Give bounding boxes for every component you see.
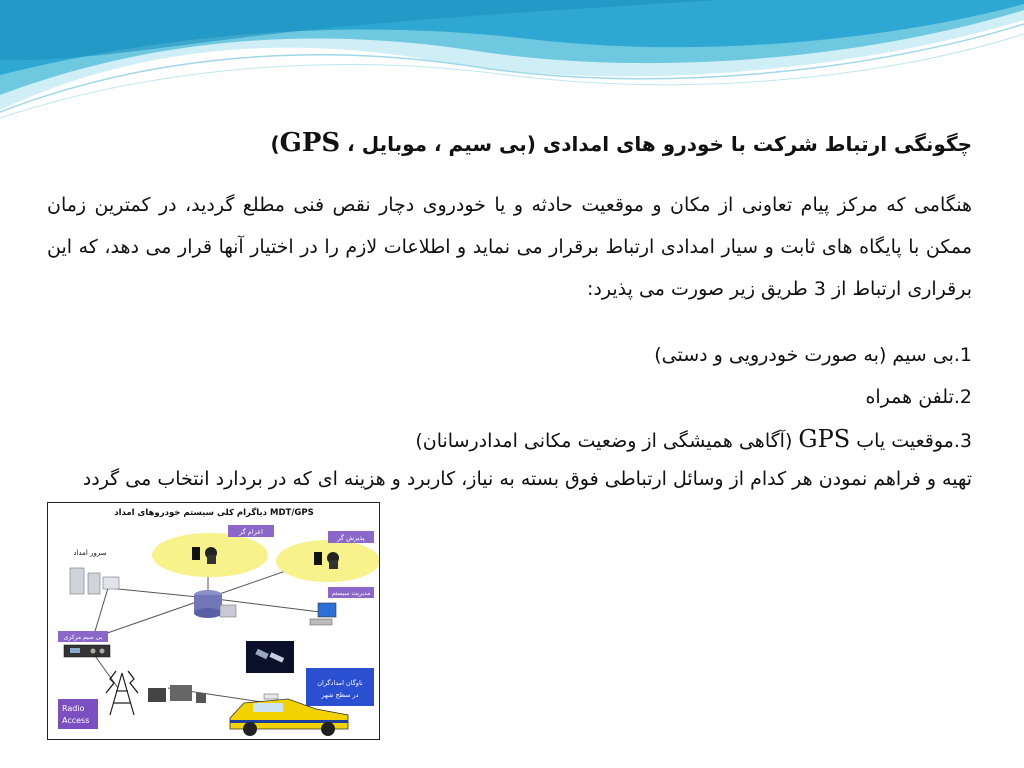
diagram-header: دیاگرام کلی سیستم خودروهای امداد MDT/GPS bbox=[114, 508, 314, 518]
list-item-gps-label: GPS bbox=[798, 425, 851, 453]
label-radio-access-line2: Access bbox=[62, 716, 90, 725]
computer-icon bbox=[310, 603, 336, 625]
server-icon bbox=[70, 568, 119, 594]
list-item-gps bbox=[47, 418, 972, 460]
intro-paragraph: هنگامی که مرکز پیام تعاونی از مکان و موقعیت حادثه و یا خودروی دچار نقص فنی مطلع گردید، در کمترین زمان ممکن با پایگاه های ثابت و سیار امدادی ارتباط برقرار می نماید و اطلاعات لازم را در اختیار آنها قرار می دهد، که این برقراری ارتباط از 3 طریق زیر صورت می پذیرد: bbox=[47, 194, 972, 300]
label-server: سرور امداد bbox=[73, 549, 107, 557]
handheld-radio-icon bbox=[148, 685, 206, 703]
list-item-gps-prefix: 3.موقعیت یاب bbox=[856, 430, 972, 452]
radio-transceiver-icon bbox=[64, 645, 110, 657]
list-item-wireless: 1.بی سیم (به صورت خودرویی و دستی) bbox=[654, 344, 972, 366]
title-gps: GPS bbox=[279, 128, 341, 158]
list-item-mobile: 2.تلفن همراه bbox=[865, 386, 972, 408]
system-diagram-image bbox=[47, 502, 380, 740]
satellite-icon bbox=[246, 641, 294, 673]
label-radio-access-line1: Radio bbox=[62, 704, 85, 713]
header-wave-decoration bbox=[0, 0, 1024, 120]
database-icon bbox=[194, 590, 236, 618]
receptionist-zone bbox=[276, 540, 379, 582]
methods-list bbox=[47, 334, 972, 460]
antenna-tower-icon bbox=[106, 671, 138, 715]
label-receptionist: پذیرش گر bbox=[337, 534, 365, 542]
title-close-paren: ) bbox=[270, 132, 280, 156]
label-system-management: مدیریت سیستم bbox=[331, 590, 371, 597]
label-dispatcher: اعزام گر bbox=[239, 528, 263, 536]
label-fleet-line1: ناوگان امدادگران bbox=[317, 679, 363, 687]
slide-title bbox=[271, 128, 972, 158]
label-central-radio: بی سیم مرکزی bbox=[63, 634, 103, 641]
closing-paragraph: تهیه و فراهم نمودن هر کدام از وسائل ارتباطی فوق بسته به نیاز، کاربرد و هزینه ای که در بردارد انتخاب می گردد bbox=[82, 468, 972, 490]
label-fleet-line2: در سطح شهر bbox=[321, 691, 359, 699]
title-text: چگونگی ارتباط شرکت با خودرو های امدادی (بی سیم ، موبایل ، bbox=[347, 132, 972, 156]
list-item-gps-suffix: (آگاهی همیشگی از وضعیت مکانی امدادرسانان) bbox=[415, 430, 793, 452]
